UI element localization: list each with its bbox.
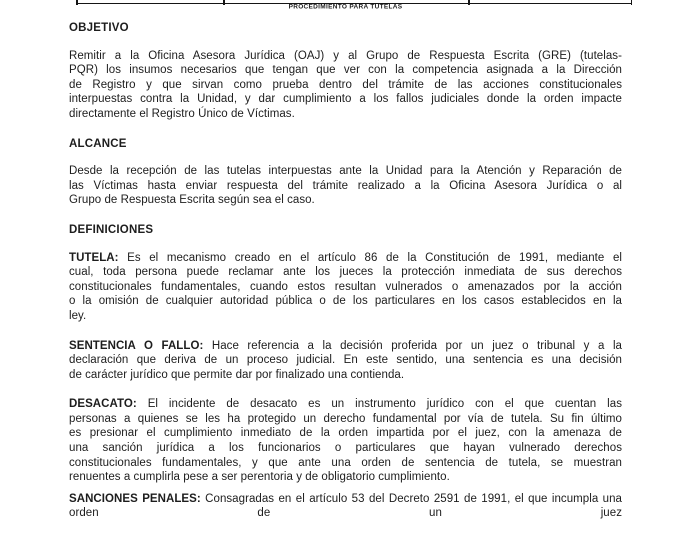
paragraph-def-desacato xyxy=(69,397,622,485)
paragraph-line: SENTENCIA O FALLO: Hace referencia a la decisión proferida por un juez o tribunal y a la xyxy=(69,339,622,352)
paragraph-line: DESACATO: El incidente de desacato es un instrumento jurídico con el que cuentan las xyxy=(69,398,622,411)
paragraph-line: constitucionales fundamentales, y que ante una orden de sentencia de tutela, se muestran xyxy=(69,456,622,469)
paragraph-line: de Registro y que sirvan como prueba dentro del trámite de las acciones constitucionales xyxy=(69,78,622,91)
paragraph-line: es presionar el cumplimiento inmediato de la orden impartida por el juez, con la amenaza de xyxy=(69,427,622,440)
paragraph-line: PQR) los insumos necesarios que tengan que ver con la competencia asignada a la Dirección xyxy=(69,64,622,77)
paragraph-line: directamente el Registro Único de Víctimas. xyxy=(69,107,295,120)
paragraph-line: Grupo de Respuesta Escrita según sea el caso. xyxy=(69,194,315,207)
paragraph-line: cual, toda persona puede reclamar ante los jueces la protección inmediata de sus derechos xyxy=(69,266,622,279)
table-column-border xyxy=(76,0,78,5)
paragraph-alcance-body xyxy=(69,164,622,208)
paragraph-line: ley. xyxy=(69,309,87,322)
section-heading-alcance: ALCANCE xyxy=(69,137,127,150)
paragraph-line: renuentes a cumplirla pese a ser perentoria y de obligatorio cumplimiento. xyxy=(69,471,450,484)
paragraph-line: interpuestas contra la Unidad, y dar cumplimiento a los fallos judiciales donde la orden impacte xyxy=(69,93,622,106)
paragraph-def-sanciones xyxy=(69,492,622,521)
paragraph-def-tutela xyxy=(69,251,622,324)
section-heading-definiciones: DEFINICIONES xyxy=(69,223,154,236)
paragraph-line: personas a quienes se les ha protegido un derecho fundamental por vía de tutela. Su fin último xyxy=(69,412,622,425)
document-body xyxy=(69,21,622,536)
paragraph-line: Remitir a la Oficina Asesora Jurídica (OAJ) y al Grupo de Respuesta Escrita (GRE) (tutelas- xyxy=(69,49,622,62)
term-label: SENTENCIA O FALLO: xyxy=(69,339,212,352)
table-column-border xyxy=(631,0,633,5)
term-label: DESACATO: xyxy=(69,398,148,411)
paragraph-line: o la omisión de cualquier autoridad pública o de los particulares en los casos establecidos en la xyxy=(69,295,622,308)
paragraph-def-sentencia xyxy=(69,339,622,383)
term-label: TUTELA: xyxy=(69,251,128,264)
section-heading-objetivo: OBJETIVO xyxy=(69,22,129,34)
paragraph-line: de carácter jurídico que permite dar por finalizado una contienda. xyxy=(69,368,405,381)
paragraph-line: las Víctimas hasta enviar respuesta del trámite realizado a la Oficina Asesora Jurídica o al xyxy=(69,179,622,192)
table-column-border xyxy=(468,0,470,5)
paragraph-line: SANCIONES PENALES: Consagradas en el artículo 53 del Decreto 2591 de 1991, el que incumpla una orden de un juez xyxy=(69,492,622,520)
paragraph-line: TUTELA: Es el mecanismo creado en el artículo 86 de la Constitución de 1991, mediante el xyxy=(69,251,622,264)
term-label: SANCIONES PENALES: xyxy=(69,492,206,505)
paragraph-line: una sanción jurídica a los funcionarios o particulares que hayan vulnerado derechos xyxy=(69,442,622,455)
clipped-header-cell-text: PROCEDIMIENTO PARA TUTELAS xyxy=(288,3,403,11)
paragraph-line: declaración que deriva de un proceso judicial. En este sentido, una sentencia es una decisión xyxy=(69,354,622,367)
paragraph-objetivo-body xyxy=(69,49,622,122)
paragraph-line: constitucionales fundamentales, cuando estos resultan vulnerados o amenazados por la acción xyxy=(69,280,622,293)
paragraph-line: Desde la recepción de las tutelas interpuestas ante la Unidad para la Atención y Reparación de xyxy=(69,165,622,178)
header-table-remnant xyxy=(76,0,632,11)
clipped-header-cell xyxy=(223,0,468,11)
